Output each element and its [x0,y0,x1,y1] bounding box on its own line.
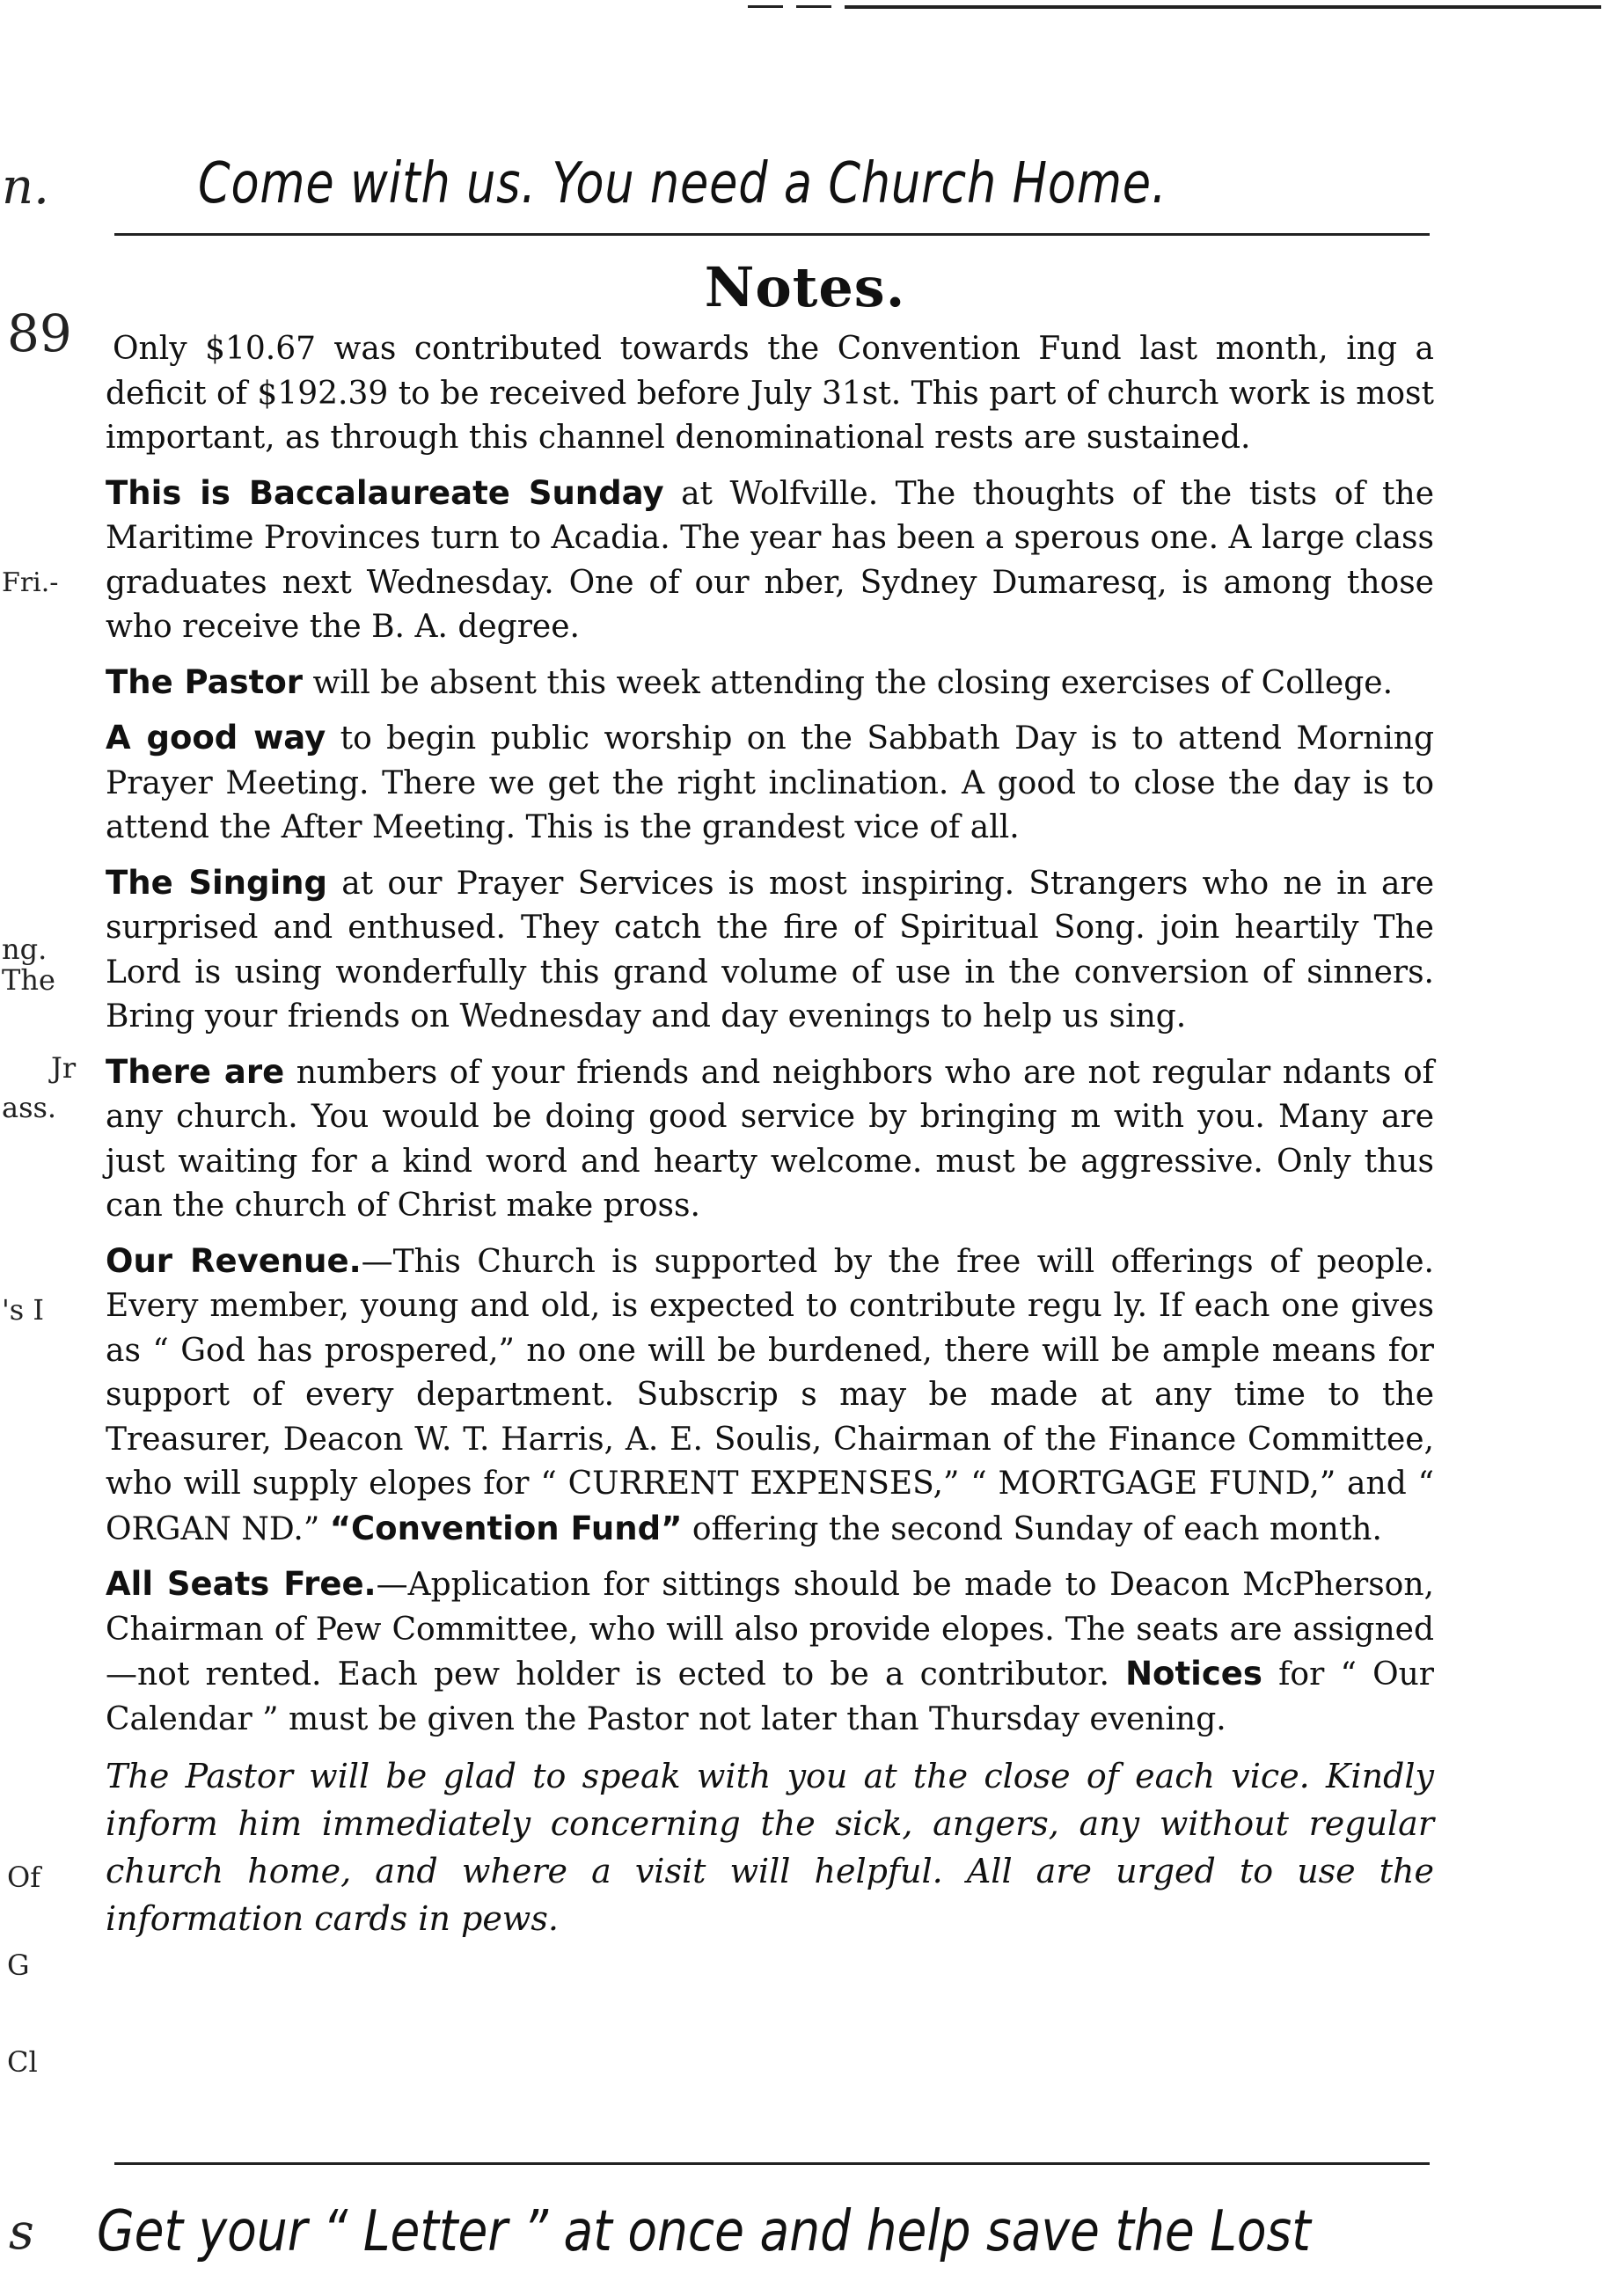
edge-fragment: G [7,1949,30,1982]
note-paragraph [106,861,1434,1040]
edge-fragment: ass. [2,1091,57,1124]
note-text: at Wolfville. The thoughts of the tists of the Maritime Provinces turn to Acadia. The year has been a sperous one. A large class graduates next Wednesday. One of our nber, Sydney Dumaresq, is among those who receive the B. A. degree. [106,475,1435,645]
edge-fragment: 's I [2,1293,45,1327]
note-inline-bold: “Convention Fund” [329,1509,683,1547]
edge-fragment: 89 [7,303,72,363]
note-paragraph [106,472,1434,650]
note-text: The Pastor will be glad to speak with you at the close of each vice. Kindly inform him immediately concerning the sick, angers, any without regular church home, and where a visit will helpful. All are urged to use the information cards in pews. [106,1757,1434,1938]
note-lead: This is Baccalaureate Sunday [106,473,664,512]
note-text: —Application for sittings should be made to Deacon McPherson, Chairman of Pew Committee, who will also provide elopes. The seats are assigned—not rented. Each pew holder is ected to be a contributor. [106,1567,1434,1693]
note-lead: The Singing [106,863,327,902]
note-lead: A good way [106,719,326,757]
note-text: for “ Our Calendar ” must be given the Pastor not later than Thursday evening. [106,1656,1434,1737]
note-lead: Our Revenue. [106,1241,362,1280]
top-rule [845,5,1601,9]
top-rule-fragment [748,5,783,8]
edge-fragment: Of [7,1861,41,1894]
note-text: will be absent this week attending the closing exercises of College. [303,664,1394,701]
note-paragraph-italic [106,1752,1434,1942]
note-paragraph [106,661,1434,706]
header-banner [0,151,1610,222]
edge-fragment: Cl [7,2045,38,2079]
header-divider [114,233,1430,236]
notes-body [106,327,1434,1953]
note-text: at our Prayer Services is most inspiring. Strangers who ne in are surprised and enthused. They catch the fire of Spiritual Song. join heartily The Lord is using wonderfully this grand volume of use in the conversion of sinners. Bring your friends on Wednesday and day evenings to help us sing. [106,865,1434,1035]
note-lead: All Seats Free. [106,1565,377,1603]
note-text: —This Church is supported by the free will offerings of people. Every member, young and old, is expected to contribute regu ly. If each one gives as “ God has prospered,” no one will be burdened, there will be ample means for support of every department. Subscrip s may be made at any time to the Treasurer, Deacon W. T. Harris, A. E. Soulis, Chairman of the Finance Committee, who will supply elopes for “ CURRENT EXPENSES,” “ MORTGAGE FUND,” and “ ORGAN ND.” [106,1243,1434,1547]
note-paragraph [106,1239,1434,1553]
note-paragraph [106,1050,1434,1229]
top-rule-fragment [796,5,831,8]
header-slogan: Come with us. You need a Church Home. [198,151,1167,216]
note-text: Only $10.67 was contributed towards the Convention Fund last month, ing a deficit of $192.39 to be received before July 31st. This part of church work is most important, as through this channel denominational rests are sustained. [106,331,1434,456]
section-title: Notes. [704,255,906,319]
note-text: numbers of your friends and neighbors who are not regular ndants of any church. You would be doing good service by bringing m with you. Many are just waiting for a kind word and hearty welcome. must be aggressive. Only thus can the church of Christ make pross. [106,1054,1434,1224]
footer-banner [0,2199,1610,2278]
note-paragraph [106,327,1434,461]
edge-fragment: Fri.- [2,567,59,598]
edge-fragment: Jr [51,1051,77,1085]
note-paragraph [106,716,1434,851]
edge-fragment: n. [2,158,49,216]
note-paragraph [106,1562,1434,1742]
note-text: to begin public worship on the Sabbath Day is to attend Morning Prayer Meeting. There we get the right inclination. A good to close the day is to attend the After Meeting. This is the grandest vice of all. [106,720,1435,845]
note-inline-bold: Notices [1125,1655,1262,1693]
edge-fragment: ng. [2,932,48,966]
footer-divider [114,2162,1430,2165]
edge-fragment: s [9,2204,34,2261]
note-text: offering the second Sunday of each month. [682,1510,1382,1547]
note-lead: There are [106,1052,285,1091]
edge-fragment: The [2,963,55,997]
footer-slogan: Get your “ Letter ” at once and help save the Lost [97,2199,1311,2264]
note-lead: The Pastor [106,662,304,701]
